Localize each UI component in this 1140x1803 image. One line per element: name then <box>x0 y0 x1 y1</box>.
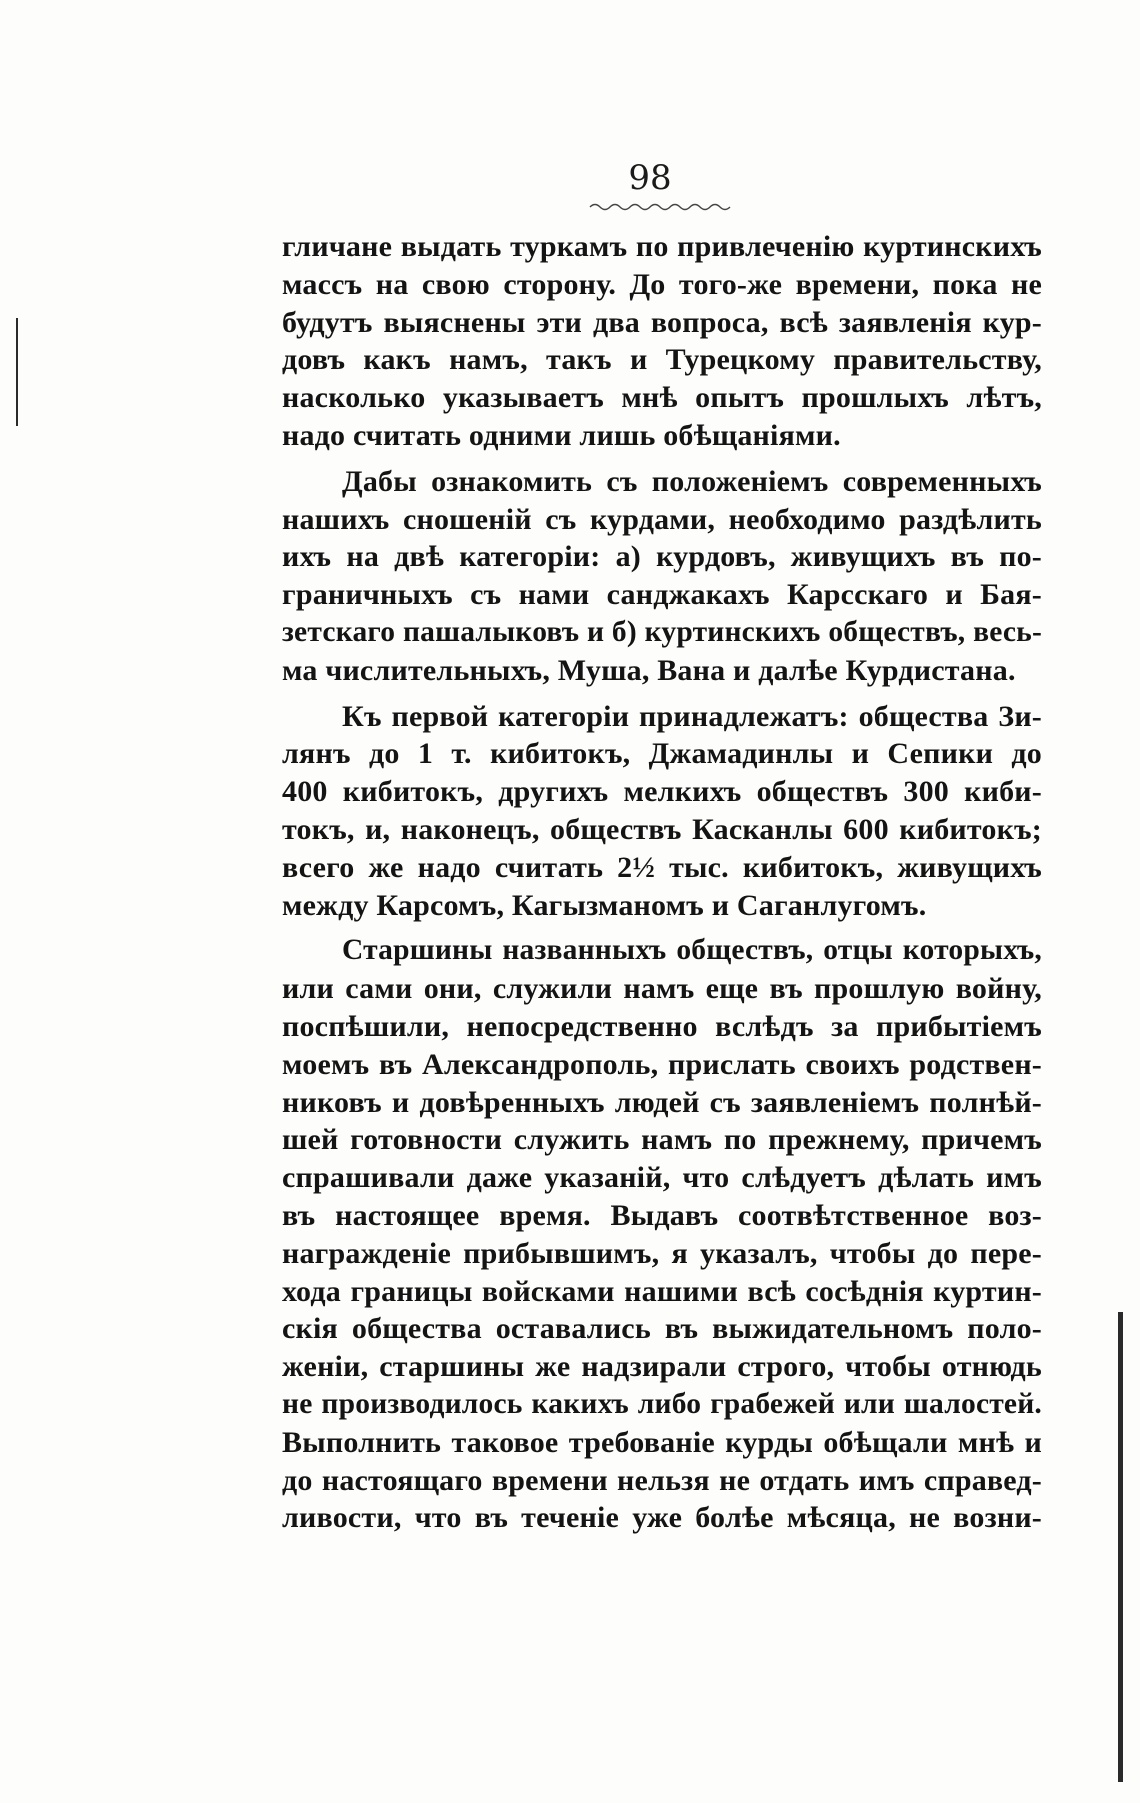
text-line: всего же надо считать 2½ тыс. кибитокъ, живущихъ <box>282 850 1042 884</box>
text-line: шей готовности служить намъ по прежнему, причемъ <box>282 1123 1042 1157</box>
text-line: не производилось какихъ либо грабежей или шалостей. <box>282 1387 1042 1420</box>
text-line: надо считать одними лишь обѣщаніями. <box>282 418 841 452</box>
paragraph-3 <box>282 698 1042 925</box>
text-line: женіи, старшины же надзирали строго, чтобы отнюдь <box>282 1350 1042 1384</box>
text-line: Дабы ознакомить съ положеніемъ современныхъ <box>342 464 1042 498</box>
page-number-ornament <box>588 200 738 214</box>
text-line: поспѣшили, непосредственно вслѣдъ за прибытіемъ <box>282 1009 1042 1043</box>
text-line: Выполнить таковое требованіе курды обѣщали мнѣ и <box>282 1425 1042 1459</box>
body-text <box>282 228 1042 1545</box>
text-line: зетскаго пашалыковъ и б) куртинскихъ обществъ, весь- <box>282 615 1042 648</box>
text-line: между Карсомъ, Кагызманомъ и Саганлугомъ. <box>282 888 927 922</box>
text-line: хода границы войсками нашими всѣ сосѣднія куртин- <box>282 1274 1042 1308</box>
text-line: награжденіе прибывшимъ, я указалъ, чтобы до пере- <box>282 1236 1042 1270</box>
paragraph-2 <box>282 463 1042 690</box>
text-line: ихъ на двѣ категоріи: а) курдовъ, живущихъ въ по- <box>282 540 1042 574</box>
text-line: довъ какъ намъ, такъ и Турецкому правительству, <box>282 343 1042 377</box>
page-number: 98 <box>628 158 672 198</box>
paragraph-4 <box>282 932 1042 1537</box>
text-line: спрашивали даже указаній, что слѣдуетъ дѣлать имъ <box>282 1161 1042 1195</box>
text-line: Къ первой категоріи принадлежатъ: общества Зи- <box>342 699 1042 733</box>
left-margin-rule <box>16 318 18 426</box>
text-line: насколько указываетъ мнѣ опытъ прошлыхъ лѣтъ, <box>282 381 1042 415</box>
text-line: 400 кибитокъ, другихъ мелкихъ обществъ 300 киби- <box>282 775 1042 809</box>
text-line: скія общества оставались въ выжидательномъ поло- <box>282 1312 1042 1346</box>
text-line: въ настоящее время. Выдавъ соотвѣтственное воз- <box>282 1198 1042 1232</box>
text-line: массъ на свою сторону. До того-же времени, пока не <box>282 267 1042 301</box>
paragraph-1 <box>282 228 1042 455</box>
text-line: гличане выдать туркамъ по привлеченію куртинскихъ <box>282 230 1042 263</box>
text-line: или сами они, служили намъ еще въ прошлую войну, <box>282 972 1042 1006</box>
text-line: Старшины названныхъ обществъ, отцы которыхъ, <box>342 934 1042 967</box>
text-line: моемъ въ Александрополь, прислать своихъ родствен- <box>282 1047 1042 1081</box>
text-line: будутъ выяснены эти два вопроса, всѣ заявленія кур- <box>282 305 1042 339</box>
text-line: токъ, и, наконецъ, обществъ Касканлы 600 кибитокъ; <box>282 812 1042 846</box>
text-line: лянъ до 1 т. кибитокъ, Джамадинлы и Сепики до <box>282 737 1042 771</box>
text-line: ливости, что въ теченіе уже болѣе мѣсяца, не возни- <box>282 1501 1042 1535</box>
text-line: граничныхъ съ нами санджакахъ Карсскаго и Бая- <box>282 578 1042 612</box>
right-edge-rule <box>1118 1312 1123 1782</box>
text-line: ма числительныхъ, Муша, Вана и далѣе Курдистана. <box>282 653 1016 687</box>
text-line: до настоящаго времени нельзя не отдать имъ справед- <box>282 1463 1042 1497</box>
text-line: никовъ и довѣренныхъ людей съ заявленіемъ полнѣй- <box>282 1085 1042 1119</box>
text-line: нашихъ сношеній съ курдами, необходимо раздѣлить <box>282 502 1042 536</box>
